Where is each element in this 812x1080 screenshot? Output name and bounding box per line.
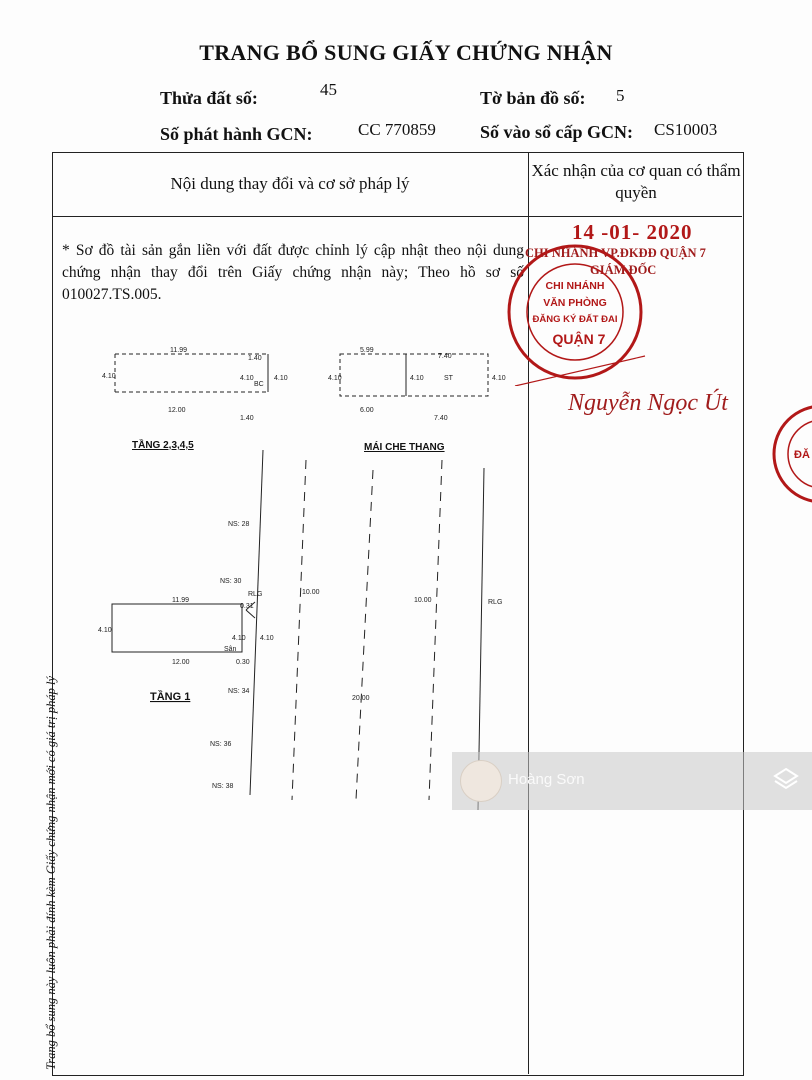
house-38: NS: 38 [212,783,234,790]
roof-mid-dim: 4.10 [410,375,424,382]
confirmation-date: 14 -01- 2020 [572,220,693,244]
watermark-name: Hoàng Sơn [508,771,585,788]
ground-bottom-side: 0.30 [236,659,250,666]
seal-line-4: QUẬN 7 [552,331,606,347]
partial-seal [760,400,812,510]
upper-bottom-side: 1.40 [240,415,254,422]
map-sheet-value: 5 [616,86,625,105]
office-name: CHI NHÁNH VP.ĐKĐĐ QUẬN 7 [525,246,706,260]
roof-top-right: 7.40 [438,353,452,360]
ground-tag: Sân [224,646,237,653]
document-title: TRANG BỔ SUNG GIẤY CHỨNG NHẬN [199,40,613,65]
upper-right-dim: 4.10 [274,375,288,382]
parcel-label: Thửa đất số: [160,88,258,108]
office-title: GIÁM ĐỐC [590,263,657,277]
ground-floor-caption: TẦNG 1 [150,691,191,703]
ground-bottom-main: 12.00 [172,659,190,666]
column-header-confirmation: Xác nhận của cơ quan có thẩm quyền [531,161,741,202]
signature: Nguyễn Ngọc Út [568,390,728,416]
property-diagram [60,340,526,820]
ground-top-side: 0.31 [240,603,254,610]
map-sheet-label: Tờ bản đồ số: [480,88,586,108]
roof-tag: ST [444,375,453,382]
house-36: NS: 36 [210,741,232,748]
width-1: 10.00 [302,589,320,596]
roof-top-left: 5.99 [360,347,374,354]
watermark-avatar [460,760,502,802]
house-30: NS: 30 [220,578,242,585]
house-28: NS: 28 [228,521,250,528]
upper-bottom-main: 12.00 [168,407,186,414]
margin-note: Trang bổ sung này luôn phải đính kèm Giấy chứng nhận mới có giá trị pháp lý [44,675,58,1070]
house-34: NS: 34 [228,688,250,695]
seal-line-1: CHI NHÁNH [545,280,605,292]
upper-top-side: 1.40 [248,355,262,362]
roof-right-dim: 4.10 [492,375,506,382]
column-header-changes: Nội dung thay đổi và cơ sở pháp lý [170,174,410,193]
ground-right-dim: 4.10 [260,635,274,642]
seal-line-2: VĂN PHÒNG [543,297,607,309]
roof-bottom-left: 6.00 [360,407,374,414]
issue-no-value: CC 770859 [358,120,436,139]
watermark-banner [452,752,812,810]
roof-left-dim: 4.10 [328,375,342,382]
table-header-divider [52,216,742,217]
layers-icon [772,766,800,794]
svg-text:ĐĂ: ĐĂ [794,449,810,461]
book-no-value: CS10003 [654,120,718,139]
upper-floor-caption: TẦNG 2,3,4,5 [132,440,194,451]
ground-left-dim: 4.10 [98,627,112,634]
upper-mid-dim: 4.10 [240,375,254,382]
upper-left-dim: 4.10 [102,373,116,380]
width-2: 10.00 [414,597,432,604]
roof-caption: MÁI CHE THANG [364,442,445,453]
width-3: 20.00 [352,695,370,702]
ground-rlg: RLG [248,591,263,598]
book-no-label: Số vào sổ cấp GCN: [480,122,634,142]
roof-bottom-right: 7.40 [434,415,448,422]
ground-mid-dim: 4.10 [232,635,246,642]
upper-top-main: 11.99 [170,347,187,354]
issue-no-label: Số phát hành GCN: [160,124,313,144]
ground-top-main: 11.99 [172,597,189,604]
ground-rlg-2: RLG [488,599,503,606]
upper-tag: BC [254,381,264,388]
change-note: * Sơ đồ tài sản gắn liền với đất được chỉnh lý cập nhật theo nội dung chứng nhận thay đổi trên Giấy chứng nhận này; Theo hồ sơ số 010027.TS.005. [62,242,524,303]
seal-line-3: ĐĂNG KÝ ĐẤT ĐAI [532,314,618,325]
parcel-value: 45 [320,80,337,99]
